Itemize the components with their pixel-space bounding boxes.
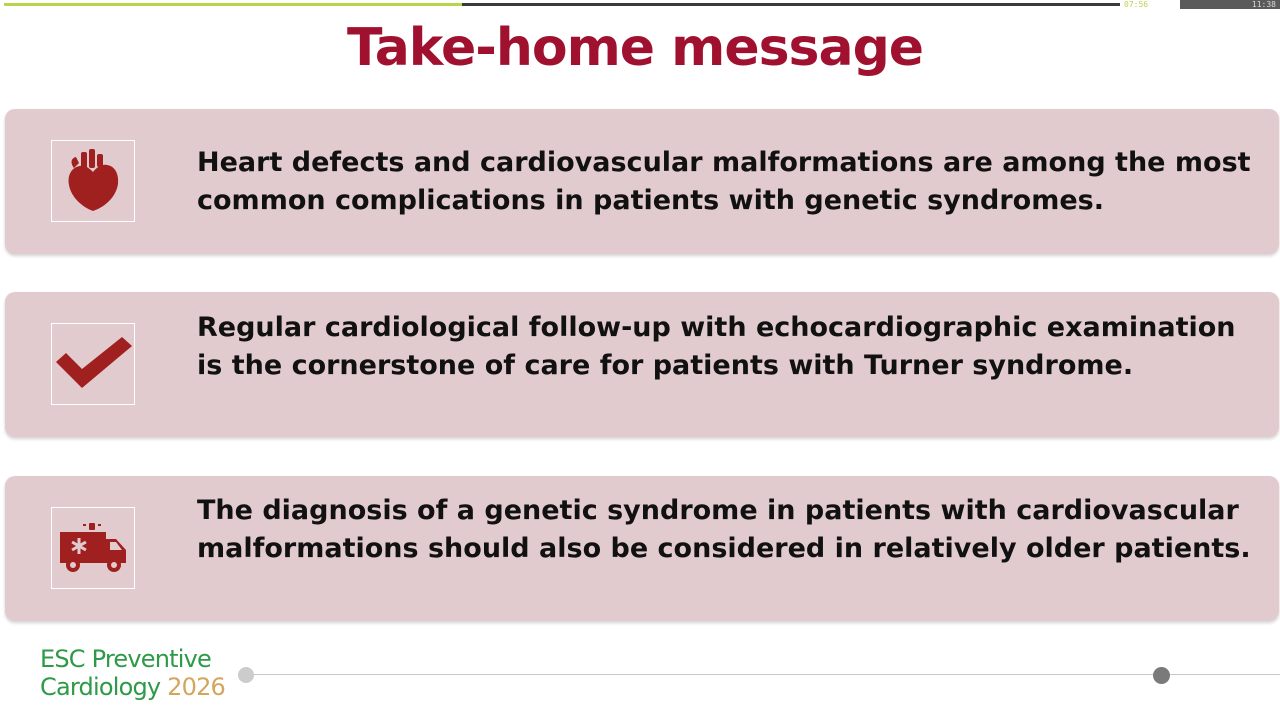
icon-frame	[51, 323, 135, 405]
message-text-3: The diagnosis of a genetic syndrome in patients with cardiovascular malformations should also be considered in relatively older patients.	[197, 495, 1251, 564]
heart-icon	[52, 141, 134, 221]
checkmark-icon	[52, 324, 134, 404]
slide-title: Take-home message	[346, 18, 924, 78]
footer-divider	[246, 674, 1280, 675]
icon-frame	[51, 140, 135, 222]
total-duration: 11:38	[1251, 0, 1276, 9]
message-panel-1	[5, 109, 1279, 254]
icon-frame	[51, 507, 135, 589]
footer-dot-right	[1153, 667, 1170, 684]
message-text-1: Heart defects and cardiovascular malformations are among the most common complications in patients with genetic syndromes.	[197, 147, 1251, 216]
video-progress-bar[interactable]	[0, 0, 1280, 9]
progress-fill	[4, 3, 462, 6]
message-panel-2	[5, 292, 1279, 437]
brand-year: 2026	[167, 673, 226, 701]
brand-line-2	[40, 673, 225, 701]
footer-dot-left	[238, 667, 254, 683]
elapsed-time: 07:56	[1124, 0, 1149, 9]
ambulance-icon	[52, 508, 134, 588]
message-text-2: Regular cardiological follow-up with echocardiographic examination is the cornerstone of care for patients with Turner syndrome.	[197, 312, 1236, 381]
brand-line-1: ESC Preventive	[40, 645, 211, 673]
duration-box	[1180, 0, 1280, 9]
message-panel-3	[5, 476, 1279, 621]
brand-word: Cardiology	[40, 673, 161, 701]
conference-logo	[40, 645, 225, 701]
